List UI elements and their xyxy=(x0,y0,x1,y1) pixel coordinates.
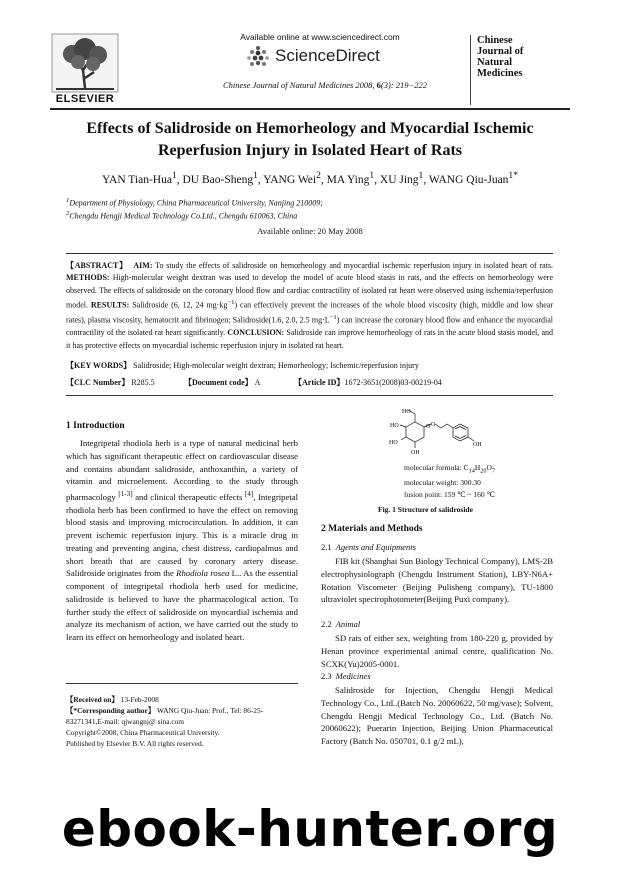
footnote: 【Received on】 13-Feb-2008 【*Corresponding author】 WANG Qiu-Juan: Prof., Tel: 86-25-83271341,E-mail: qjwangnj@ sina.com Copyright©2008, China Pharmaceutical University. Published by Elsevier B.V. All rights reserved. xyxy=(66,695,264,748)
section-heading-methods: 2 Materials and Methods xyxy=(321,524,423,534)
footnote-divider xyxy=(66,683,298,684)
subsection-heading-medicines: 2.3 Medicines xyxy=(321,671,371,681)
abstract: 【ABSTRACT】 AIM: To study the effects of salidroside on hemorheology and myocardial ischemic reperfusion injury in isolated heart of rats. METHODS: High-molecular weight dextran was used to develop the model of acute blood stasis in rats, and the effects on hemorheology were observed. The effects of salidroside on the coronary blood flow and cardiac contractility of isolated rat heart were observed using ischemia/reperfusion model. RESULTS: Salidroside (6, 12, 24 $mg\cdot kg^{-1}$) can effectively prevent the increases of the whole blood viscosity (high, middle and low shear rates), plasma viscosity, hematocrit and fibrinogen; Salidroside(1.6, 2.0, 2.5 $mg\cdot L^{-1}$) can increase the coronary blood flow and enhance the myocardial contractility of the isolated rat heart significantly. CONCLUSION: Salidroside can improve hemorheology of rats in the acute blood stasis model, and it has protective effects on myocardial ischemic reperfusion injury in isolated rat heart. xyxy=(66,261,554,350)
atom-label-oh: OH xyxy=(411,450,420,456)
affiliations: $^1$Department of Physiology, China Pharmaceutical University, Nanjing 210009; $^2$Chengdu Hengji Medical Technology Co.Ltd., Chengdu 610063, China xyxy=(66,197,323,221)
section-heading-introduction: 1 Introduction xyxy=(66,421,125,431)
elsevier-tree-logo xyxy=(50,32,120,102)
salidroside-structure-diagram xyxy=(388,405,488,465)
paragraph-animal: SD rats of either sex, weighting from 180-220 g, provided by Henan province experimental animal centre, qualification No. SCXK(Yu)2005-0001. xyxy=(321,633,553,669)
atom-label-oh: OH xyxy=(473,442,482,448)
subsection-heading-agents: 2.1 Agents and Equipments xyxy=(321,542,416,552)
journal-citation: Chinese Journal of Natural Medicines 2008, 6(3): 219−222 xyxy=(222,80,428,90)
journal-title-box: Chinese Journal of Natural Medicines xyxy=(470,35,570,105)
sciencedirect-logo xyxy=(245,45,380,67)
atom-label-ho: HO xyxy=(390,423,399,429)
molecular-info: molecular formula: $C_{14}H_{20}O_7$ molecular weight: 300.30 fusion point: 159 ℃ ~ 160 ℃ xyxy=(404,463,496,499)
paragraph-agents: FIB kit (Shanghai Sun Biology Technical Company), LMS-2B electrophysiolograph (Chengdu Instrument Station), LBY-N6A+ Rotation Viscometer (Beijing Pulisheng company), TU-1800 ultraviolet spectrophotometer(Beijing Puxi company). xyxy=(321,556,553,605)
atom-label-o: O xyxy=(426,424,431,430)
atom-label-ho: HO xyxy=(389,440,398,446)
abstract-top-divider xyxy=(66,253,553,254)
classification-line: 【CLC Number】 R285.5 【Document code】 A 【Article ID】1672-3651(2008)03-00219-04 xyxy=(66,378,442,387)
paragraph-medicines: Salidroside for Injection, Chengdu Hengji Medical Technology Co., Ltd..(Batch No. 20060622, 50 mg/vase); Solvent, Chengdu Hengji Medical Technology Co., Ltd. (Batch No. 20060622); Puerarin Injection, Beijing Union Pharmaceutical Factory (Batch No. 050701, 0.1 g/2 mL), xyxy=(321,685,553,746)
paper-title: Effects of Salidroside on Hemorheology and Myocardial Ischemic Reperfusion Injury in Isolated Heart of Rats xyxy=(86,120,534,159)
watermark-text: ebook-hunter.org xyxy=(61,800,559,858)
sciencedirect-dots-icon xyxy=(245,45,271,67)
introduction-paragraph: Integripetal rhodiola herb is a type of natural medicinal herb which has significant therapeutic effect on cardiovascular disease and contains abundant salidroside, anthoxanthin, a variety of vitamin and microelement. According to the study through pharmacology [1-3] and clinical therapeutic effects [4], Integripetal rhodiola herb has been confirmed to have the effect on removing blood stasis and improving microcirculation. In addition, it can prevent ischemic reperfusion injury. This is a miracle drug in treating and preventing angina, chest distress, cardiopalmus and short breath that are caused by coronary artery disease. Salidroside originates from the Rhodiola rosea L.. As the essential component of integripetal rhodiola herb used for medicine, salidroside is believed to have the pharmacological action. To further study the effect of salidroside on myocardial ischemia and analyze its mechanism of action, we have carried out the study to learn its effect on hemorheology and isolated heart. xyxy=(66,438,299,643)
author-list: YAN Tian-Hua$^1$, DU Bao-Sheng$^1$, YANG Wei$^2$, MA Ying$^1$, XU Jing$^1$, WANG Qiu-Juan$^{1*}$ xyxy=(101,170,518,186)
subsection-heading-animal: 2.2 Animal xyxy=(321,619,361,629)
header-divider xyxy=(50,108,570,110)
sciencedirect-wordmark: ScienceDirect xyxy=(275,46,380,65)
atom-label-ho: HO xyxy=(402,409,411,415)
atom-label-o: O xyxy=(431,422,436,428)
publisher-name: ELSEVIER xyxy=(55,93,115,105)
keywords: 【KEY WORDS】 Salidroside; High-molecular weight dextran; Hemorheology; Ischemic/reperfusion injury xyxy=(66,361,419,370)
figure-caption: Fig. 1 Structure of salidroside xyxy=(378,505,473,514)
abstract-bottom-divider xyxy=(66,395,553,396)
available-online-text[interactable]: Available online at www.sciencedirect.com xyxy=(240,32,400,42)
available-online-date: Available online: 20 May 2008 xyxy=(257,226,363,236)
